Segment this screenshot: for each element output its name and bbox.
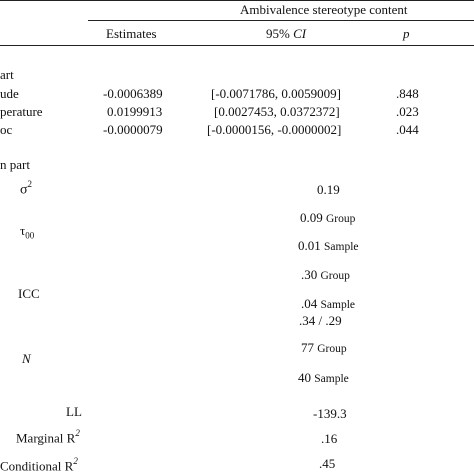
header-rule xyxy=(0,45,474,46)
sigma-value: 0.19 xyxy=(317,182,340,197)
n-label: N xyxy=(22,351,31,366)
icc-extra-value: .34 / .29 xyxy=(299,313,342,328)
fixed-section-label: art xyxy=(0,67,14,82)
row-ci: [-0.0071786, 0.0059009] xyxy=(211,86,341,101)
ll-value: -139.3 xyxy=(313,406,347,421)
row-label: perature xyxy=(0,104,43,119)
row-ci: [0.0027453, 0.0372372] xyxy=(214,104,340,119)
icc-label: ICC xyxy=(18,286,40,301)
row-estimate: -0.0006389 xyxy=(103,86,163,101)
group-title: Ambivalence stereotype content xyxy=(240,2,408,17)
marginal-r2-value: .16 xyxy=(321,431,338,446)
top-rule xyxy=(0,0,474,1)
row-p: .023 xyxy=(396,104,419,119)
n-group-value: 77 Group xyxy=(301,340,347,355)
tau-group-value: 0.09 Group xyxy=(300,210,356,225)
row-label: ude xyxy=(0,86,19,101)
random-section-label: n part xyxy=(0,157,30,172)
row-estimate: -0.0000079 xyxy=(103,122,163,137)
icc-group-value: .30 Group xyxy=(301,267,350,282)
n-sample-value: 40 Sample xyxy=(298,370,349,385)
col-header-estimates: Estimates xyxy=(106,26,157,41)
conditional-r2-label: Conditional $R^2$ xyxy=(0,456,78,474)
row-estimate: 0.0199913 xyxy=(107,104,163,119)
row-p: .044 xyxy=(396,122,419,137)
tau-sample-value: 0.01 Sample xyxy=(298,238,359,253)
sigma-label: $\sigma^2$ xyxy=(20,179,33,198)
col-header-p: p xyxy=(403,26,410,41)
conditional-r2-value: .45 xyxy=(319,456,336,471)
marginal-r2-label: Marginal $R^2$ xyxy=(16,428,80,446)
col-header-ci: 95% CI xyxy=(266,26,307,41)
row-ci: [-0.0000156, -0.0000002] xyxy=(207,122,342,137)
ll-label: LL xyxy=(66,404,82,419)
tau-label: $\tau_{00}$ xyxy=(20,223,35,241)
row-p: .848 xyxy=(396,86,419,101)
icc-sample-value: .04 Sample xyxy=(301,296,355,311)
group-underline xyxy=(88,20,474,21)
row-label: oc xyxy=(0,122,13,137)
